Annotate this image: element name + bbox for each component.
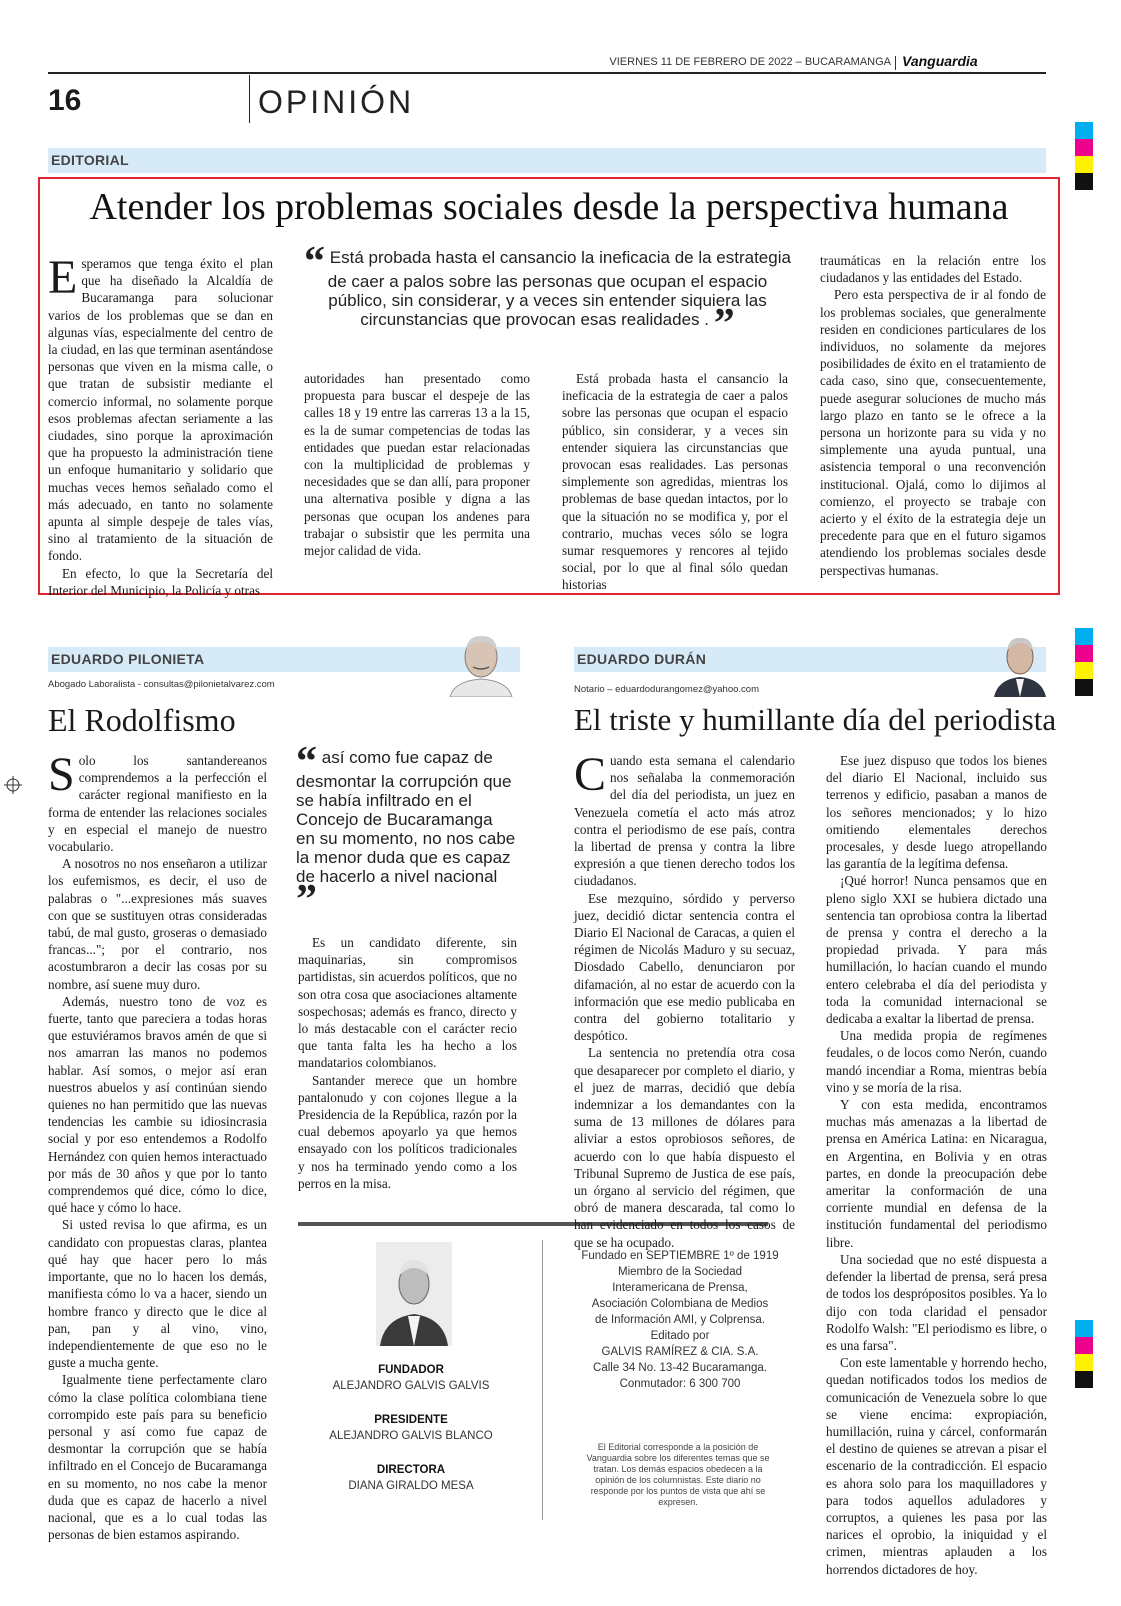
editorial-pull-quote-text: Está probada hasta el cansancio la ineficacia de la estrategia de caer a palos sobre las personas que ocupan el espacio público, sin considerar, y a veces sin entender siquiera las circunstancias que provocan esas realidades .: [327, 248, 791, 329]
duran-photo: [992, 631, 1048, 697]
date-line: VIERNES 11 DE FEBRERO DE 2022 – BUCARAMANGA: [609, 56, 891, 68]
masthead-info-line: Miembro de la Sociedad: [617, 1266, 742, 1278]
masthead-info-line: Asociación Colombiana de Medios: [591, 1298, 769, 1310]
editorial-paragraph: En efecto, lo que la Secretaría del Interior del Municipio, la Policía y otras: [48, 565, 273, 598]
duran-paragraph: Ese juez dispuso que todos los bienes del diario El Nacional, incluido sus terrenos y edificio, pasaban a manos de los señores mencionados; y lo hizo omitiendo elementales derechos procesales, y desde luego atropellando las garantía de la legítima defensa.: [826, 753, 1047, 872]
color-bar-top: [1075, 122, 1093, 190]
pilonieta-paragraph: Santander merece que un hombre pantalonudo y con cojones llegue a la Presidencia de la República, razón por la cual debemos apoyarlo ya que hemos ensayado con los políticos tradicionales y nos ha terminado yendo como a los perros en la misa.: [298, 1072, 517, 1191]
editorial-column-1: [48, 251, 273, 599]
duran-title: El triste y humillante día del periodista: [574, 702, 1057, 737]
color-bar-bottom: [1075, 1320, 1093, 1388]
masthead-info-line: Interamericana de Prensa,: [612, 1282, 748, 1294]
duran-paragraph: uando esta semana el calendario nos señalaba la conmemoración del día del periodista, un juez en Venezuela cometía el acto más atroz contra el periodismo de ese país, contra la libertad de prensa y contra la libre expresión a que tienen derecho todos los ciudadanos.: [574, 753, 795, 889]
brand-logo: Vanguardia: [902, 53, 978, 69]
masthead-info-line: Calle 34 No. 13-42 Bucaramanga.: [593, 1362, 767, 1374]
open-quote-icon: “: [304, 239, 326, 285]
director-label: DIRECTORA: [376, 1464, 446, 1476]
pilonieta-paragraph: Igualmente tiene perfectamente claro cómo la clase política colombiana tiene corrompido este país para su beneficio personal y así como fue capaz de desmontar la corrupción que se había infiltrado en el Concejo de Bucaramanga en su momento, no nos cabe la menor duda que es capaz de hacerlo a nivel nacional, que es a lo cual todas las personas de bien estamos aspirando.: [48, 1372, 267, 1543]
editorial-pull-quote: [300, 239, 795, 347]
close-quote-icon: ”: [713, 301, 735, 347]
masthead-disclaimer: El Editorial corresponde a la posición de Vanguardia sobre los diferentes temas que se tratan. Los demás espacios obedecen a la opinión de los columnistas. Este diario no responde por los puntos de vista que ahí se expresen.: [586, 1442, 770, 1507]
president-label: PRESIDENTE: [374, 1414, 448, 1426]
duran-drop-cap: C: [574, 748, 607, 801]
page-number: 16: [48, 84, 82, 117]
masthead-divider: [542, 1240, 543, 1520]
duran-column-1: [574, 748, 795, 1251]
section-title: OPINIÓN: [258, 84, 415, 120]
duran-paragraph: Y con esta medida, encontramos muchas más amenazas a la libertad de prensa en América Latina: en Nicaragua, en Argentina, en Bolivia y en otras partes, en donde la preocupación debe ameritar la conformación de una corriente mundial en defensa de la institución fundamental del periodismo libre.: [826, 1097, 1047, 1250]
president-name: ALEJANDRO GALVIS BLANCO: [329, 1430, 493, 1442]
duran-paragraph: ¡Qué horror! Nunca pensamos que en pleno siglo XXI se hubiera dictado una sentencia tan oprobiosa contra la libertad de prensa y contra el derecho a la propiedad privada. Y para más humillación, lo hacían cuando el mundo entero celebraba el día del periodista y toda la comunidad internacional se dedicaba a exaltar la libertad de prensa.: [826, 873, 1047, 1027]
masthead-info-line: Conmutador: 6 300 700: [619, 1378, 741, 1390]
pilonieta-author: EDUARDO PILONIETA: [51, 651, 205, 667]
color-bar-middle: [1075, 628, 1093, 696]
masthead-info-line: de Información AMI, y Colprensa.: [594, 1314, 766, 1326]
editorial-paragraph: traumáticas en la relación entre los ciudadanos y las entidades del Estado.: [820, 253, 1046, 286]
editorial-column-3: [562, 370, 788, 594]
pilonieta-column-1: [48, 748, 267, 1543]
founder-label: FUNDADOR: [378, 1364, 444, 1376]
header-rule: [48, 72, 1046, 74]
editorial-section-bar: [48, 148, 1046, 173]
close-quote-icon: ”: [296, 877, 317, 923]
masthead-info-line: Editado por: [650, 1330, 710, 1342]
founder-name: ALEJANDRO GALVIS GALVIS: [332, 1380, 490, 1392]
editorial-title: Atender los problemas sociales desde la perspectiva humana: [89, 186, 1009, 228]
duran-paragraph: Una medida propia de regímenes feudales, o de locos como Nerón, cuando mandó incendiar a Roma, mientras bebía vino y se moría de la risa.: [826, 1028, 1047, 1095]
founder-photo: [376, 1242, 452, 1346]
duran-author: EDUARDO DURÁN: [577, 651, 707, 667]
director-name: DIANA GIRALDO MESA: [348, 1480, 474, 1492]
pilonieta-column-2: [298, 934, 517, 1192]
editorial-column-4: [820, 252, 1046, 579]
masthead-info-line: Fundado en SEPTIEMBRE 1º de 1919: [581, 1250, 779, 1262]
duran-section-bar: [574, 647, 1046, 672]
masthead-info-line: GALVIS RAMÍREZ & CIA. S.A.: [601, 1346, 759, 1358]
masthead-staff: [316, 1362, 506, 1494]
pilonieta-paragraph: olo los santandereanos comprendemos a la perfección el carácter regional manifiesto en la forma de entender las relaciones sociales y en especial el manejo de nuestro vocabulario.: [48, 753, 267, 855]
open-quote-icon: “: [296, 739, 317, 785]
editorial-column-2: [304, 370, 530, 559]
pilonieta-paragraph: Es un candidato diferente, sin maquinarias, sin compromisos partidistas, sin acuerdos políticos, que no son otra cosa que asociaciones altamente sospechosas; además es franco, directo y lo más destacable con el carácter recio que tanta falta les ha hecho a los mandatarios colombianos.: [298, 935, 517, 1071]
registration-mark-icon: [4, 776, 22, 798]
duran-column-2: [826, 752, 1047, 1578]
pilonieta-paragraph: Además, nuestro tono de voz es fuerte, tanto que pareciera a todas horas que estuviéramos bravos amén de que si nos amarran las manos no podemos hablar. Así somos, o mejor así eran nuestros abuelos y así continúan siendo quienes no han permitido que las nuevas tendencias les cambie su idiosincrasia social y por eso entendemos a Rodolfo Hernández con quien hemos interactuado por más de 30 años y que por lo tanto comprendemos qué dice, cómo lo dice, qué hace y cómo lo hace.: [48, 993, 267, 1216]
pilonieta-paragraph: A nosotros no nos enseñaron a utilizar los eufemismos, es decir, el uso de palabras o "...expresiones más suaves con que se sustituyen otras consideradas tabú, de mal gusto, groseras o demasiado francas..."; por el contrario, nos acostumbraron a decir las cosas por su nombre, así suene muy duro.: [48, 856, 267, 992]
duran-paragraph: Ese mezquino, sórdido y perverso juez, decidió dictar sentencia contra el Diario El Nacional de Caracas, a quien el régimen de Nicolás Maduro y su secuaz, Diosdado Cabello, denunciaron por difamación, al no estar de acuerdo con la información que ese medio publicaba en contra del gobierno totalitario y despótico.: [574, 890, 795, 1044]
editorial-label: EDITORIAL: [51, 152, 129, 168]
editorial-paragraph: speramos que tenga éxito el plan que ha diseñado la Alcaldía de Bucaramanga para solucionar varios de los problemas que se dan en algunas vías, especialmente del centro de la ciudad, en las que terminan asentándose personas que viven en la misma calle, o que tratan de subsistir mediante el comercio informal, no solamente porque esos problemas afectan seriamente a las ciudades, sino porque la aproximación que ha propuesto la administración tiene un enfoque humanitario y solidario que muchas veces hemos señalado como el más adecuado, en tanto no solamente apunta al simple despeje de tales vías, sino al tratamiento de la situación de fondo.: [48, 256, 273, 564]
duran-paragraph: La sentencia no pretendía otra cosa que desaparecer por completo el diario, y el juez de marras, decidió que debía indemnizar a los demandantes con la suma de 13 millones de dólares para aliviar a estos oprobiosos señores, de acuerdo con lo que había dispuesto el Tribunal Supremo de Justica de ese país, un órgano al servicio del régimen, que obró de manera descarada, tal como lo han evidenciado en todos los casos de que se ha ocupado.: [574, 1045, 795, 1250]
pilonieta-title: El Rodolfismo: [48, 702, 236, 738]
pilonieta-byline: Abogado Laboralista - consultas@pilonietalvarez.com: [48, 679, 275, 690]
pilonieta-paragraph: Si usted revisa lo que afirma, es un candidato con propuestas claras, plantea qué hay que hacer pero lo más importante, que no lo hacen los demás, manifiesta cómo lo va a hacer, siendo un hombre franco y directo que le dice al pan, pan y al vino, vino, independientemente de que eso no le guste a mucha gente.: [48, 1217, 267, 1371]
pilonieta-drop-cap: S: [48, 748, 75, 801]
editorial-paragraph: Está probada hasta el cansancio la ineficacia de la estrategia de caer a palos sobre las personas que ocupan el espacio público, sin considerar, y a veces sin entender siquiera las circunstancias que provocan esas realidades. Las personas simplemente son agredidas, mientras los problemas de base quedan intactos, por lo que la situación no se modifica y, por el contrario, muchas veces sólo se logra sumar resquemores y rencores al tejido social, por lo que al final sólo quedan historias: [562, 371, 788, 593]
duran-paragraph: Con este lamentable y horrendo hecho, quedan notificados todos los medios de comunicación de Venezuela sobre lo que se viene encima: expropiación, humillación, ruina y cárcel, conformarán el destino de quienes se atrevan a pisar el escenario de la contradicción. El espacio es ahora solo para los maquilladores y para todos aquellos aduladores y corruptos, a quienes les pasa por las narices el oprobio, la iniquidad y el crimen, mientras aplauden a los horrendos dictadores de hoy.: [826, 1355, 1047, 1577]
masthead-info: [570, 1248, 790, 1392]
duran-byline: Notario – eduardodurangomez@yahoo.com: [574, 684, 759, 695]
brand-divider: [895, 56, 896, 70]
pilonieta-pull-quote-text: así como fue capaz de desmontar la corrupción que se había infiltrado en el Concejo de Bucaramanga en su momento, no nos cabe la menor duda que es capaz de hacerlo a nivel nacional: [296, 748, 516, 886]
pilonieta-pull-quote: [296, 739, 516, 923]
pilonieta-photo: [446, 631, 516, 697]
editorial-paragraph: autoridades han presentado como propuesta para buscar el despeje de las calles 18 y 19 entre las carreras 13 a la 15, es la de sumar competencias de todas las entidades que puedan estar relacionadas con la multiplicidad de problemas y necesidades que se dan allí, para proponer una alternativa posible y digna a las personas que ocupan los andenes para trabajar o subsistir que les permita una mejor calidad de vida.: [304, 371, 530, 559]
duran-paragraph: Una sociedad que no esté dispuesta a defender la libertad de prensa, será presa de todos los desprópositos posibles. Ya lo dijo con toda claridad el pensador Rodolfo Walsh: "El periodismo es libre, o es una farsa".: [826, 1251, 1047, 1353]
section-divider: [249, 75, 250, 123]
editorial-paragraph: Pero esta perspectiva de ir al fondo de los problemas sociales, que generalmente residen en condiciones particulares de los individuos, no solamente da mejores posibilidades de éxito en el tratamiento de cada caso, sino que, consecuentemente, puede asegurar soluciones de mucho más largo plazo en tanto se le ofrece a la persona un horizonte para su vida y no simplemente una ayuda puntual, una asistencia temporal o una reconvención institucional. Ojalá, como lo dijimos al comienzo, el proyecto se trabaje con acierto y el éxito de la estrategia deje un precedente para que en el futuro sigamos atendiendo los problemas sociales desde perspectivas humanas.: [820, 287, 1046, 578]
editorial-drop-cap: E: [48, 251, 78, 304]
